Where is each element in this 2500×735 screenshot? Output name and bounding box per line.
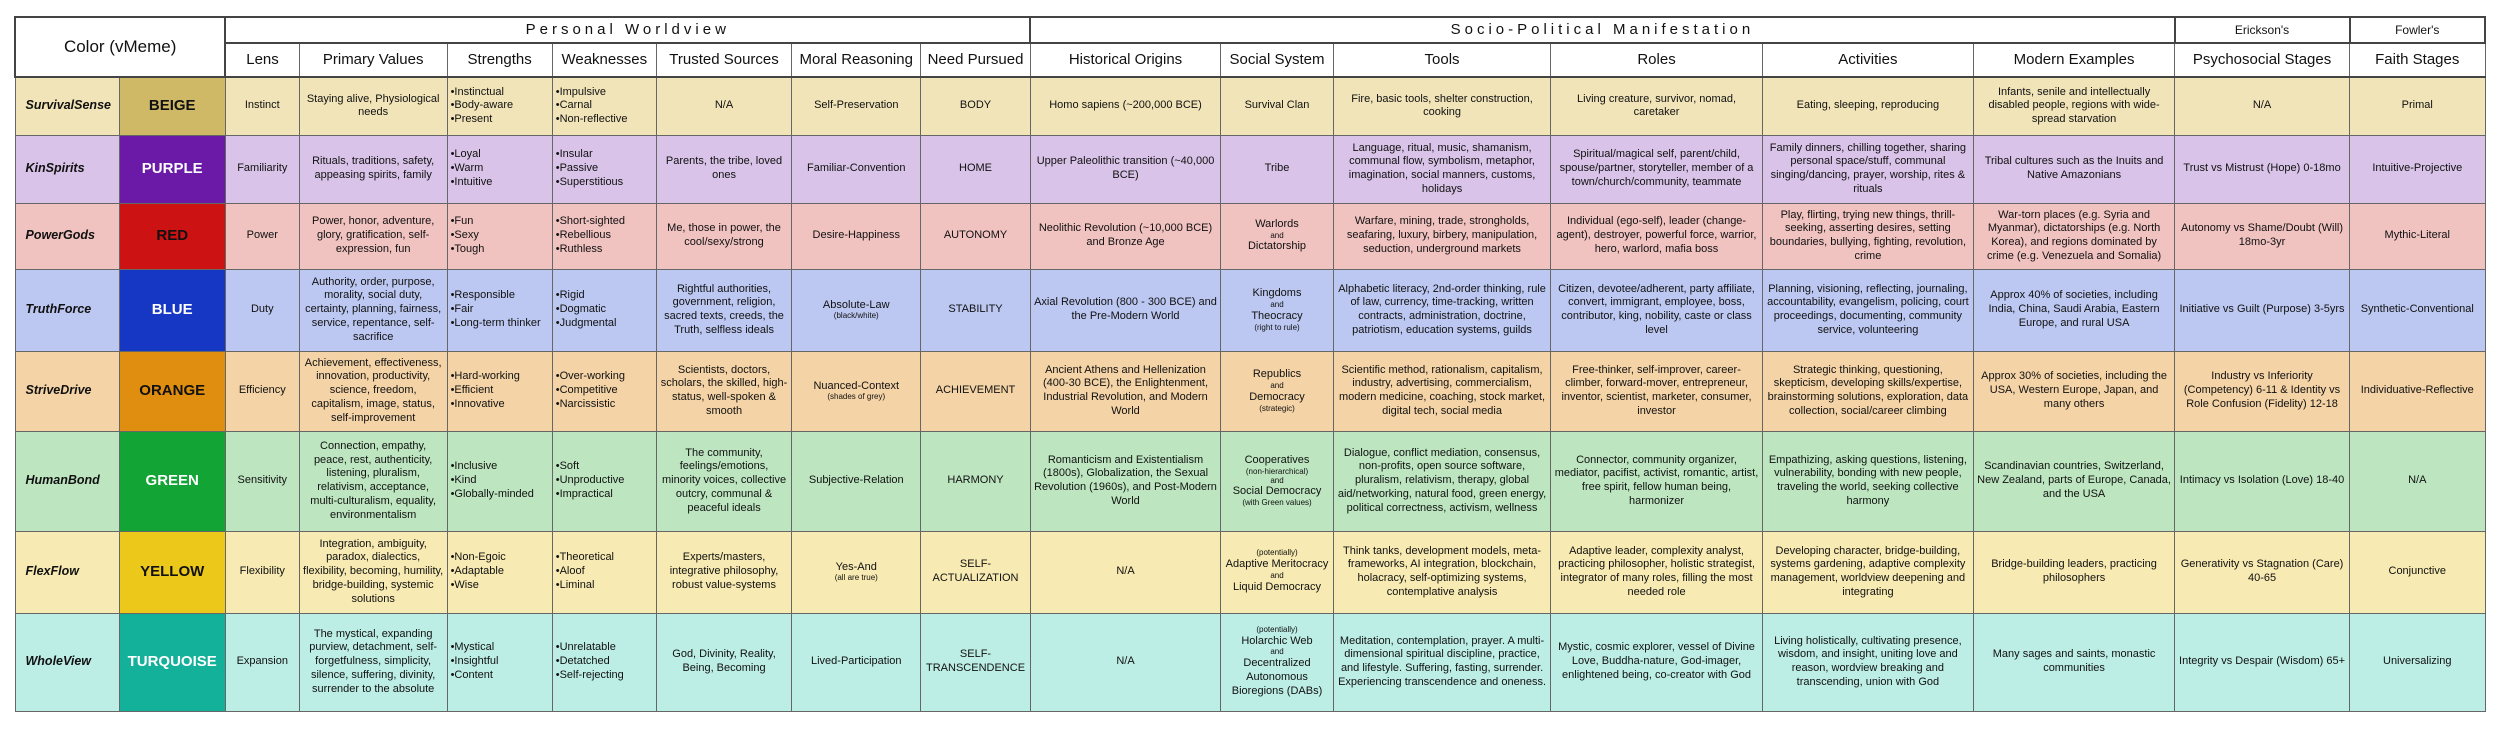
modern-examples-cell: Tribal cultures such as the Inuits and Native Amazonians xyxy=(1974,135,2175,203)
social-system-secondary: Dictatorship xyxy=(1247,240,1307,253)
lens-cell: Familiarity xyxy=(225,135,299,203)
color-swatch: PURPLE xyxy=(119,135,225,203)
social-system-primary: Cooperatives xyxy=(1244,454,1310,467)
social-system-primary: Holarchic Web xyxy=(1241,634,1313,647)
psychosocial-stage-cell: Trust vs Mistrust (Hope) 0-18mo xyxy=(2175,135,2350,203)
moral-reasoning-note: (all are true) xyxy=(834,573,878,583)
moral-reasoning-cell xyxy=(792,203,921,269)
moral-reasoning-note: (shades of grey) xyxy=(827,392,886,402)
moral-reasoning-note: (black/white) xyxy=(833,311,879,321)
column-header: Social System xyxy=(1221,43,1333,77)
trusted-sources-cell: God, Divinity, Reality, Being, Becoming xyxy=(656,613,791,711)
spiral-dynamics-table xyxy=(14,16,2486,712)
social-system-primary: Kingdoms xyxy=(1252,287,1302,300)
social-system-cell xyxy=(1221,135,1333,203)
color-swatch: YELLOW xyxy=(119,531,225,613)
primary-values-cell: The mystical, expanding purview, detachment, self-forgetfulness, simplicity, silence, suffering, divinity, surrender to the absolute xyxy=(299,613,447,711)
trusted-sources-cell: Me, those in power, the cool/sexy/strong xyxy=(656,203,791,269)
lens-cell: Sensitivity xyxy=(225,431,299,531)
column-header: Historical Origins xyxy=(1030,43,1221,77)
tools-cell: Scientific method, rationalism, capitalism, industry, advertising, commercialism, modern medicine, coaching, stock market, digital tech, social media xyxy=(1333,351,1551,431)
need-pursued-cell: HARMONY xyxy=(921,431,1030,531)
faith-stage-cell: Mythic-Literal xyxy=(2350,203,2486,269)
social-system-cell xyxy=(1221,531,1333,613)
tools-cell: Dialogue, conflict mediation, consensus, non-profits, open source software, pluralism, relativism, therapy, global aid/networking, natural food, green energy, political correctness, activism, wellness xyxy=(1333,431,1551,531)
moral-reasoning-label: Familiar-Convention xyxy=(807,162,906,175)
strengths-cell: •Instinctual •Body-aware •Present xyxy=(447,77,552,135)
social-system-and: and xyxy=(1270,381,1284,391)
social-system-cell xyxy=(1221,269,1333,351)
color-swatch: GREEN xyxy=(119,431,225,531)
modern-examples-cell: Many sages and saints, monastic communities xyxy=(1974,613,2175,711)
historical-origins-cell: Romanticism and Existentialism (1800s), Globalization, the Sexual Revolution (1960s), and Post-Modern World xyxy=(1030,431,1221,531)
social-system-and: and xyxy=(1270,230,1284,240)
social-system-cell xyxy=(1221,431,1333,531)
column-header: Need Pursued xyxy=(921,43,1030,77)
color-swatch: ORANGE xyxy=(119,351,225,431)
roles-cell: Individual (ego-self), leader (change-agent), destroyer, powerful force, warrior, hero, warlord, mafia boss xyxy=(1551,203,1762,269)
moral-reasoning-cell xyxy=(792,269,921,351)
moral-reasoning-label: Self-Preservation xyxy=(814,99,899,112)
modern-examples-cell: War-torn places (e.g. Syria and Myanmar), dictatorships (e.g. North Korea), and regions dominated by crime (e.g. Venezuela and Somalia) xyxy=(1974,203,2175,269)
vmeme-row-yellow xyxy=(15,531,2485,613)
tools-cell: Think tanks, development models, meta-frameworks, AI integration, blockchain, holacracy, self-optimizing systems, contemplative analysis xyxy=(1333,531,1551,613)
strengths-cell: •Loyal •Warm •Intuitive xyxy=(447,135,552,203)
primary-values-cell: Authority, order, purpose, morality, social duty, certainty, planning, fairness, service, repentance, self-sacrifice xyxy=(299,269,447,351)
strengths-cell: •Responsible •Fair •Long-term thinker xyxy=(447,269,552,351)
need-pursued-cell: HOME xyxy=(921,135,1030,203)
primary-values-cell: Power, honor, adventure, glory, gratification, self-expression, fun xyxy=(299,203,447,269)
vmeme-table xyxy=(14,16,2486,712)
historical-origins-cell: Homo sapiens (~200,000 BCE) xyxy=(1030,77,1221,135)
activities-cell: Strategic thinking, questioning, skepticism, developing skills/expertise, brainstorming solutions, exploration, data collection, social/career climbing xyxy=(1762,351,1973,431)
column-header: Lens xyxy=(225,43,299,77)
faith-stage-cell: Intuitive-Projective xyxy=(2350,135,2486,203)
weaknesses-cell: •Unrelatable •Detatched •Self-rejecting xyxy=(552,613,656,711)
color-swatch: RED xyxy=(119,203,225,269)
moral-reasoning-label: Lived-Participation xyxy=(811,655,902,668)
social-system-cell xyxy=(1221,203,1333,269)
weaknesses-cell: •Soft •Unproductive •Impractical xyxy=(552,431,656,531)
vmeme-row-red xyxy=(15,203,2485,269)
modern-examples-cell: Approx 40% of societies, including India, China, Saudi Arabia, Eastern Europe, and rural USA xyxy=(1974,269,2175,351)
psychosocial-stage-cell: Initiative vs Guilt (Purpose) 3-5yrs xyxy=(2175,269,2350,351)
activities-cell: Living holistically, cultivating presence, wisdom, and insight, uniting love and reason, wordview breaking and transcending, union with God xyxy=(1762,613,1973,711)
moral-reasoning-cell xyxy=(792,351,921,431)
psychosocial-stage-cell: Integrity vs Despair (Wisdom) 65+ xyxy=(2175,613,2350,711)
trusted-sources-cell: Scientists, doctors, scholars, the skilled, high-status, well-spoken & smooth xyxy=(656,351,791,431)
weaknesses-cell: •Theoretical •Aloof •Liminal xyxy=(552,531,656,613)
vmeme-nickname: FlexFlow xyxy=(15,531,119,613)
column-header: Psychosocial Stages xyxy=(2175,43,2350,77)
tools-cell: Warfare, mining, trade, strongholds, seafaring, luxury, birbery, manipulation, seduction, underground markets xyxy=(1333,203,1551,269)
modern-examples-cell: Bridge-building leaders, practicing philosophers xyxy=(1974,531,2175,613)
trusted-sources-cell: N/A xyxy=(656,77,791,135)
trusted-sources-cell: The community, feelings/emotions, minority voices, collective outcry, communal & peaceful ideals xyxy=(656,431,791,531)
social-system-cell xyxy=(1221,613,1333,711)
moral-reasoning-cell xyxy=(792,431,921,531)
section-socio-political: Socio-Political Manifestation xyxy=(1030,17,2174,43)
strengths-cell: •Hard-working •Efficient •Innovative xyxy=(447,351,552,431)
lens-cell: Expansion xyxy=(225,613,299,711)
strengths-cell: •Mystical •Insightful •Content xyxy=(447,613,552,711)
social-system-qualifier: (non-hierarchical) xyxy=(1245,466,1309,476)
social-system-note: (strategic) xyxy=(1259,403,1295,413)
social-system-note: (with Green values) xyxy=(1242,498,1312,508)
lens-cell: Duty xyxy=(225,269,299,351)
roles-cell: Adaptive leader, complexity analyst, practicing philosopher, holistic strategist, integrator of many roles, filling the most needed role xyxy=(1551,531,1762,613)
column-header: Weaknesses xyxy=(552,43,656,77)
vmeme-row-green xyxy=(15,431,2485,531)
trusted-sources-cell: Rightful authorities, government, religion, sacred texts, creeds, the Truth, selfless ideals xyxy=(656,269,791,351)
vmeme-nickname: PowerGods xyxy=(15,203,119,269)
vmeme-nickname: TruthForce xyxy=(15,269,119,351)
social-system-and: and xyxy=(1270,571,1284,580)
section-personal-worldview: Personal Worldview xyxy=(225,17,1030,43)
need-pursued-cell: BODY xyxy=(921,77,1030,135)
historical-origins-cell: Ancient Athens and Hellenization (400-30 BCE), the Enlightenment, Industrial Revolution, and Modern World xyxy=(1030,351,1221,431)
need-pursued-cell: SELF-TRANSCENDENCE xyxy=(921,613,1030,711)
social-system-and: and xyxy=(1270,475,1284,485)
social-system-primary: Adaptive Meritocracy xyxy=(1225,558,1329,571)
trusted-sources-cell: Experts/masters, integrative philosophy, robust value-systems xyxy=(656,531,791,613)
vmeme-row-orange xyxy=(15,351,2485,431)
vmeme-nickname: SurvivalSense xyxy=(15,77,119,135)
vmeme-nickname: StriveDrive xyxy=(15,351,119,431)
vmeme-row-blue xyxy=(15,269,2485,351)
moral-reasoning-cell xyxy=(792,77,921,135)
vmeme-row-purple xyxy=(15,135,2485,203)
column-header: Strengths xyxy=(447,43,552,77)
tools-cell: Fire, basic tools, shelter construction, cooking xyxy=(1333,77,1551,135)
column-header: Roles xyxy=(1551,43,1762,77)
social-system-qualifier: (potentially) xyxy=(1256,624,1298,634)
faith-stage-cell: Synthetic-Conventional xyxy=(2350,269,2486,351)
faith-stage-cell: N/A xyxy=(2350,431,2486,531)
strengths-cell: •Inclusive •Kind •Globally-minded xyxy=(447,431,552,531)
psychosocial-stage-cell: N/A xyxy=(2175,77,2350,135)
weaknesses-cell: •Rigid •Dogmatic •Judgmental xyxy=(552,269,656,351)
psychosocial-stage-cell: Generativity vs Stagnation (Care) 40-65 xyxy=(2175,531,2350,613)
social-system-cell xyxy=(1221,351,1333,431)
primary-values-cell: Staying alive, Physiological needs xyxy=(299,77,447,135)
need-pursued-cell: SELF-ACTUALIZATION xyxy=(921,531,1030,613)
vmeme-row-turquoise xyxy=(15,613,2485,711)
need-pursued-cell: STABILITY xyxy=(921,269,1030,351)
social-system-secondary: Liquid Democracy xyxy=(1232,580,1322,593)
column-header: Tools xyxy=(1333,43,1551,77)
moral-reasoning-cell xyxy=(792,613,921,711)
psychosocial-stage-cell: Autonomy vs Shame/Doubt (Will) 18mo-3yr xyxy=(2175,203,2350,269)
column-header: Primary Values xyxy=(299,43,447,77)
activities-cell: Empathizing, asking questions, listening, vulnerability, bonding with new people, traveling the world, seeking collective harmony xyxy=(1762,431,1973,531)
column-header: Activities xyxy=(1762,43,1973,77)
section-fowler: Fowler's xyxy=(2350,17,2486,43)
lens-cell: Flexibility xyxy=(225,531,299,613)
vmeme-nickname: WholeView xyxy=(15,613,119,711)
social-system-qualifier: (potentially) xyxy=(1256,548,1298,558)
social-system-cell xyxy=(1221,77,1333,135)
social-system-and: and xyxy=(1270,647,1284,657)
social-system-secondary: Social Democracy xyxy=(1232,485,1322,498)
weaknesses-cell: •Short-sighted •Rebellious •Ruthless xyxy=(552,203,656,269)
roles-cell: Living creature, survivor, nomad, caretaker xyxy=(1551,77,1762,135)
activities-cell: Developing character, bridge-building, systems gardening, adaptive complexity management, worldview deepening and integrating xyxy=(1762,531,1973,613)
tools-cell: Language, ritual, music, shamanism, communal flow, symbolism, metaphor, imagination, social manners, customs, holidays xyxy=(1333,135,1551,203)
roles-cell: Connector, community organizer, mediator, pacifist, activist, romantic, artist, free spirit, fellow human being, harmonizer xyxy=(1551,431,1762,531)
faith-stage-cell: Individuative-Reflective xyxy=(2350,351,2486,431)
vmeme-nickname: KinSpirits xyxy=(15,135,119,203)
roles-cell: Spiritual/magical self, parent/child, spouse/partner, storyteller, member of a town/church/community, teammate xyxy=(1551,135,1762,203)
activities-cell: Family dinners, chilling together, sharing personal space/stuff, communal singing/dancing, prayer, worship, rites & rituals xyxy=(1762,135,1973,203)
strengths-cell: •Fun •Sexy •Tough xyxy=(447,203,552,269)
color-swatch: TURQUOISE xyxy=(119,613,225,711)
primary-values-cell: Integration, ambiguity, paradox, dialectics, flexibility, becoming, humility, bridge-building, systemic solutions xyxy=(299,531,447,613)
primary-values-cell: Connection, empathy, peace, rest, authenticity, listening, pluralism, relativism, acceptance, multi-culturalism, equality, environmentalism xyxy=(299,431,447,531)
social-system-note: (right to rule) xyxy=(1254,322,1300,332)
section-erikson: Erickson's xyxy=(2175,17,2350,43)
historical-origins-cell: Axial Revolution (800 - 300 BCE) and the Pre-Modern World xyxy=(1030,269,1221,351)
moral-reasoning-label: Nuanced-Context xyxy=(813,379,900,392)
activities-cell: Play, flirting, trying new things, thrill-seeking, asserting desires, setting boundaries, bullying, fighting, revolution, crime xyxy=(1762,203,1973,269)
roles-cell: Citizen, devotee/adherent, party affiliate, convert, immigrant, employee, boss, contributor, king, nobility, caste or class level xyxy=(1551,269,1762,351)
moral-reasoning-label: Yes-And xyxy=(835,560,877,573)
social-system-primary: Tribe xyxy=(1264,162,1290,175)
vmeme-row-beige xyxy=(15,77,2485,135)
activities-cell: Planning, visioning, reflecting, journaling, accountability, evangelism, policing, court proceedings, documenting, community service, volunteering xyxy=(1762,269,1973,351)
need-pursued-cell: ACHIEVEMENT xyxy=(921,351,1030,431)
social-system-primary: Warlords xyxy=(1255,217,1299,230)
strengths-cell: •Non-Egoic •Adaptable •Wise xyxy=(447,531,552,613)
column-header: Faith Stages xyxy=(2350,43,2486,77)
trusted-sources-cell: Parents, the tribe, loved ones xyxy=(656,135,791,203)
weaknesses-cell: •Over-working •Competitive •Narcissistic xyxy=(552,351,656,431)
vmeme-nickname: HumanBond xyxy=(15,431,119,531)
modern-examples-cell: Infants, senile and intellectually disabled people, regions with wide-spread starvation xyxy=(1974,77,2175,135)
roles-cell: Free-thinker, self-improver, career-climber, forward-mover, entrepreneur, inventor, scientist, marketer, consumer, investor xyxy=(1551,351,1762,431)
moral-reasoning-cell xyxy=(792,531,921,613)
tools-cell: Meditation, contemplation, prayer. A multi-dimensional spiritual discipline, practice, and lifestyle. Suffering, fasting, surrender. Experiencing transcendence and oneness. xyxy=(1333,613,1551,711)
lens-cell: Power xyxy=(225,203,299,269)
faith-stage-cell: Universalizing xyxy=(2350,613,2486,711)
social-system-secondary: Democracy xyxy=(1249,391,1305,403)
social-system-secondary: Theocracy xyxy=(1251,310,1303,322)
primary-values-cell: Achievement, effectiveness, innovation, productivity, science, freedom, capitalism, image, status, self-improvement xyxy=(299,351,447,431)
historical-origins-cell: N/A xyxy=(1030,531,1221,613)
historical-origins-cell: Neolithic Revolution (~10,000 BCE) and Bronze Age xyxy=(1030,203,1221,269)
modern-examples-cell: Scandinavian countries, Switzerland, New Zealand, parts of Europe, Canada, and the USA xyxy=(1974,431,2175,531)
column-header: Trusted Sources xyxy=(656,43,791,77)
moral-reasoning-label: Subjective-Relation xyxy=(808,474,904,487)
roles-cell: Mystic, cosmic explorer, vessel of Divine Love, Buddha-nature, God-imager, enlightened being, co-creator with God xyxy=(1551,613,1762,711)
social-system-secondary: Decentralized Autonomous Bioregions (DABs) xyxy=(1231,657,1323,697)
lens-cell: Efficiency xyxy=(225,351,299,431)
moral-reasoning-label: Absolute-Law xyxy=(822,298,890,311)
need-pursued-cell: AUTONOMY xyxy=(921,203,1030,269)
column-header: Moral Reasoning xyxy=(792,43,921,77)
color-swatch: BLUE xyxy=(119,269,225,351)
lens-cell: Instinct xyxy=(225,77,299,135)
historical-origins-cell: Upper Paleolithic transition (~40,000 BCE) xyxy=(1030,135,1221,203)
psychosocial-stage-cell: Intimacy vs Isolation (Love) 18-40 xyxy=(2175,431,2350,531)
psychosocial-stage-cell: Industry vs Inferiority (Competency) 6-11 & Identity vs Role Confusion (Fidelity) 12-18 xyxy=(2175,351,2350,431)
social-system-primary: Republics xyxy=(1252,368,1302,381)
historical-origins-cell: N/A xyxy=(1030,613,1221,711)
faith-stage-cell: Primal xyxy=(2350,77,2486,135)
primary-values-cell: Rituals, traditions, safety, appeasing spirits, family xyxy=(299,135,447,203)
weaknesses-cell: •Insular •Passive •Superstitious xyxy=(552,135,656,203)
moral-reasoning-cell xyxy=(792,135,921,203)
faith-stage-cell: Conjunctive xyxy=(2350,531,2486,613)
moral-reasoning-label: Desire-Happiness xyxy=(812,229,900,242)
column-header: Modern Examples xyxy=(1974,43,2175,77)
social-system-and: and xyxy=(1270,300,1284,310)
tools-cell: Alphabetic literacy, 2nd-order thinking, rule of law, currency, time-tracking, written contracts, administration, doctrine, patriotism, education systems, guilds xyxy=(1333,269,1551,351)
modern-examples-cell: Approx 30% of societies, including the USA, Western Europe, Japan, and many others xyxy=(1974,351,2175,431)
weaknesses-cell: •Impulsive •Carnal •Non-reflective xyxy=(552,77,656,135)
social-system-primary: Survival Clan xyxy=(1244,99,1310,112)
activities-cell: Eating, sleeping, reproducing xyxy=(1762,77,1973,135)
color-header: Color (vMeme) xyxy=(15,17,225,77)
color-swatch: BEIGE xyxy=(119,77,225,135)
